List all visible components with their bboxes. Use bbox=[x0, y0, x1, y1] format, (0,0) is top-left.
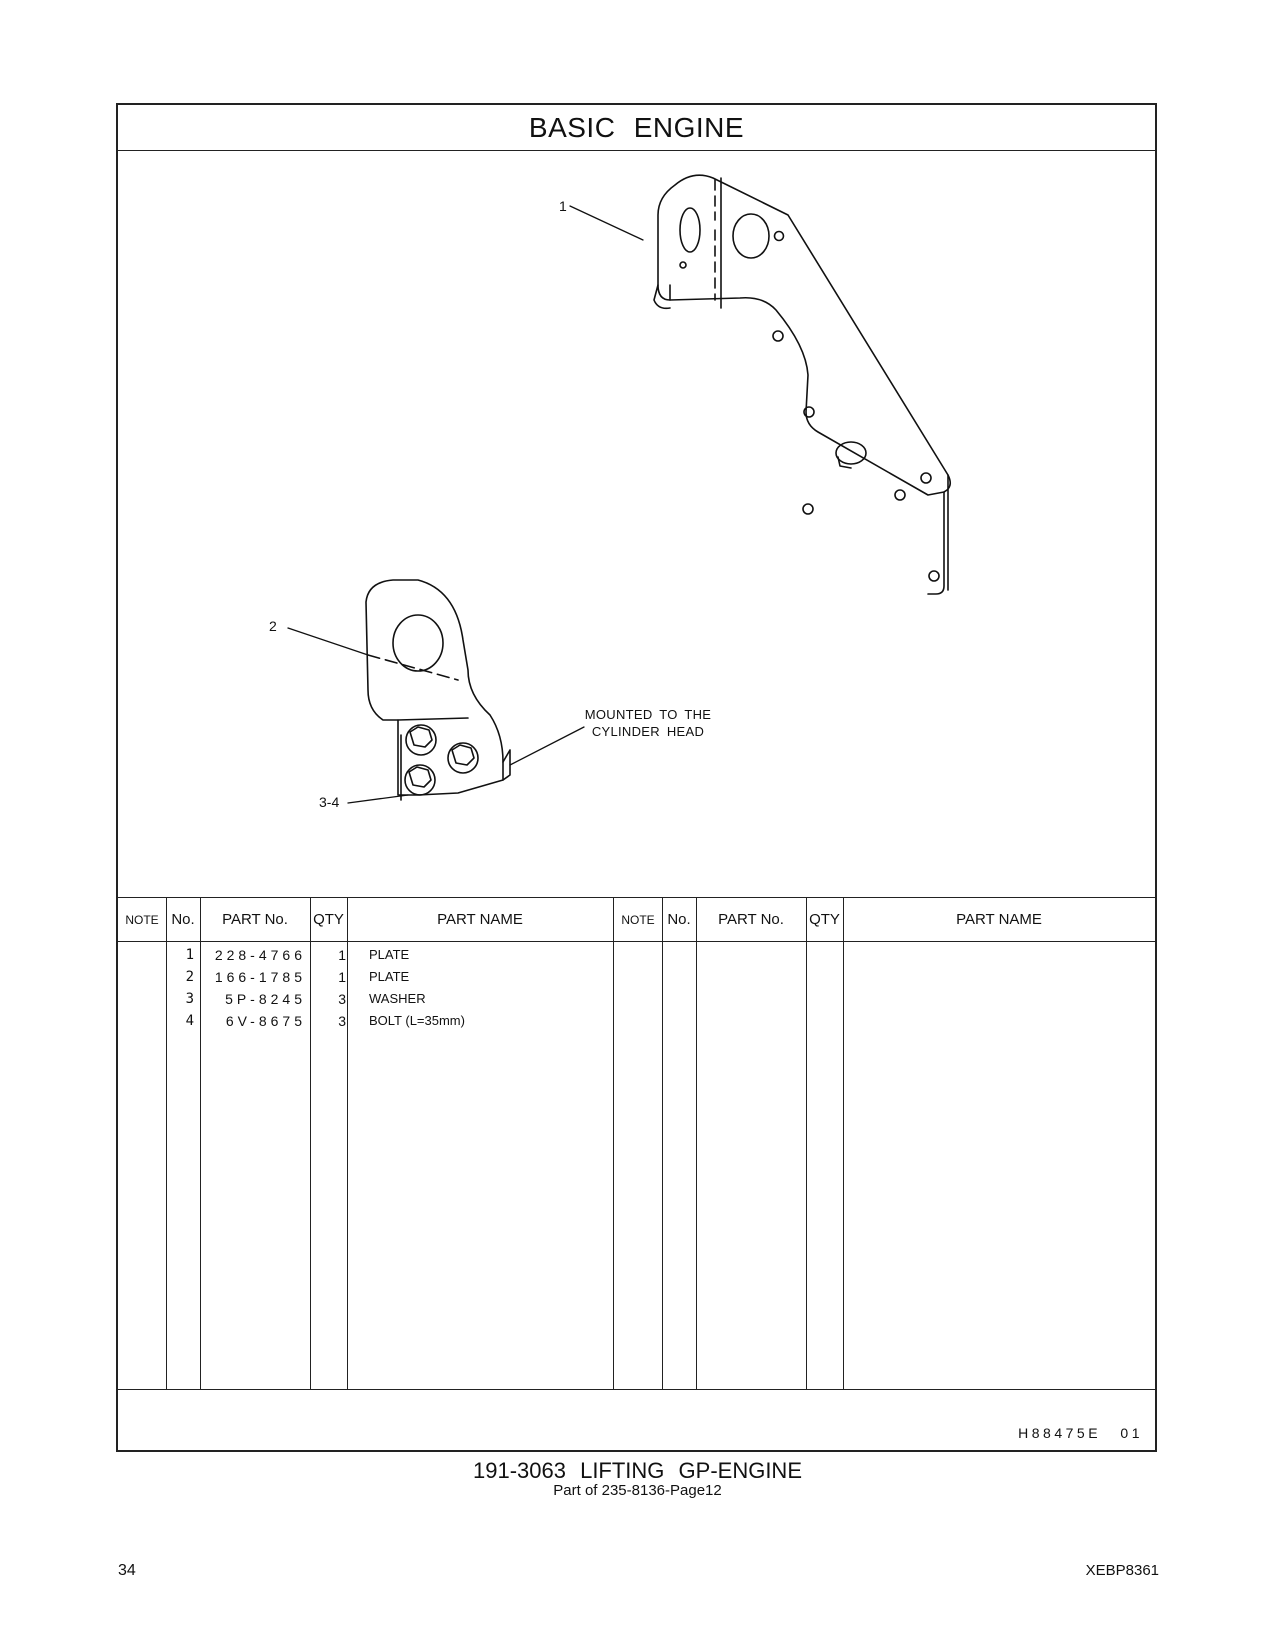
row-item-number: 4 bbox=[185, 1013, 194, 1029]
bolt-right bbox=[448, 743, 478, 773]
callout-2: 2 bbox=[269, 618, 277, 634]
row-part-number: 6V-8675 bbox=[225, 1013, 306, 1029]
section-title: BASIC ENGINE bbox=[528, 111, 745, 143]
publication-number: XEBP8361 bbox=[1085, 1562, 1159, 1579]
parts-drawing bbox=[118, 150, 1155, 897]
row-quantity: 1 bbox=[338, 947, 346, 963]
group-title: 191-3063 LIFTING GP-ENGINE bbox=[473, 1458, 802, 1483]
page-number: 34 bbox=[118, 1562, 136, 1579]
header-partname-left: PART NAME bbox=[437, 911, 523, 928]
section-title-bar bbox=[118, 105, 1155, 151]
row-part-name: WASHER bbox=[369, 991, 426, 1006]
leader-line-34 bbox=[348, 795, 408, 803]
row-quantity: 1 bbox=[338, 969, 346, 985]
callout-1: 1 bbox=[559, 198, 567, 214]
header-partno-right: PART No. bbox=[718, 911, 784, 928]
parts-table-body bbox=[118, 947, 1155, 1035]
drawing-code: H88475E 01 bbox=[1018, 1425, 1143, 1441]
row-item-number: 1 bbox=[185, 947, 194, 963]
header-partname-right: PART NAME bbox=[956, 911, 1042, 928]
header-qty-left: QTY bbox=[313, 911, 344, 928]
mounting-note-line-2: CYLINDER HEAD bbox=[591, 724, 705, 739]
bolt-upper-left bbox=[406, 725, 436, 755]
row-part-name: BOLT (L=35mm) bbox=[369, 1013, 465, 1028]
header-partno-left: PART No. bbox=[222, 911, 288, 928]
exploded-illustration bbox=[118, 150, 1155, 897]
callout-3-4: 3-4 bbox=[319, 794, 340, 810]
row-part-number: 166-1785 bbox=[214, 969, 306, 985]
bracket-2-drawing bbox=[366, 580, 510, 800]
row-part-name: PLATE bbox=[369, 947, 410, 962]
header-note-left: NOTE bbox=[125, 912, 159, 927]
leader-line-1 bbox=[570, 206, 643, 240]
header-no-right: No. bbox=[667, 911, 691, 928]
parts-table bbox=[118, 897, 1155, 1390]
row-part-name: PLATE bbox=[369, 969, 410, 984]
row-item-number: 3 bbox=[185, 991, 194, 1007]
parts-page-frame bbox=[116, 103, 1157, 1452]
plate-1-drawing bbox=[654, 175, 950, 594]
group-subtitle: Part of 235-8136-Page12 bbox=[553, 1482, 722, 1499]
bolt-lower-left bbox=[405, 765, 435, 795]
row-item-number: 2 bbox=[185, 969, 194, 985]
row-part-number: 5P-8245 bbox=[225, 991, 306, 1007]
leader-line-note bbox=[510, 727, 584, 765]
row-quantity: 3 bbox=[338, 1013, 346, 1029]
illustration-code-area bbox=[118, 1389, 1155, 1453]
row-part-number: 228-4766 bbox=[214, 947, 306, 963]
mounting-note bbox=[578, 706, 718, 740]
table-row bbox=[118, 969, 1155, 991]
table-row bbox=[118, 947, 1155, 969]
header-no-left: No. bbox=[171, 911, 195, 928]
parts-table-header bbox=[118, 898, 1155, 942]
leader-line-2 bbox=[288, 628, 368, 655]
row-quantity: 3 bbox=[338, 991, 346, 1007]
table-row bbox=[118, 1013, 1155, 1035]
header-note-right: NOTE bbox=[621, 912, 655, 927]
mounting-note-line-1: MOUNTED TO THE bbox=[584, 707, 712, 722]
table-row bbox=[118, 991, 1155, 1013]
header-qty-right: QTY bbox=[809, 911, 840, 928]
